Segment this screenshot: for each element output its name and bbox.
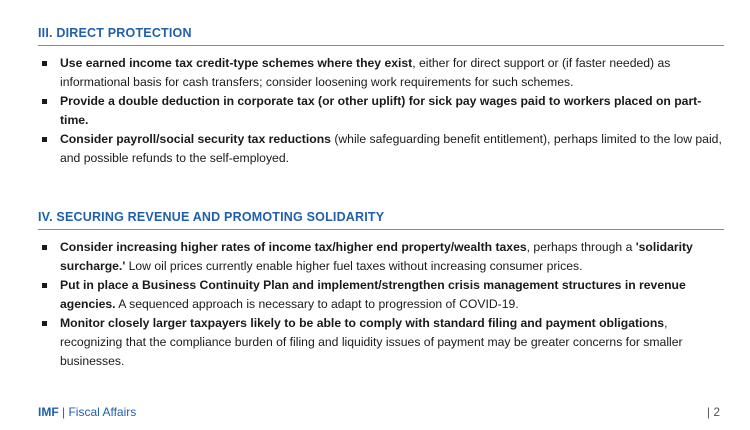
section-title: III. DIRECT PROTECTION — [38, 26, 724, 46]
section-direct-protection — [38, 26, 724, 168]
bullet-list — [38, 238, 724, 371]
imf-logo-text: IMF — [38, 405, 59, 419]
section-title: IV. SECURING REVENUE AND PROMOTING SOLIDARITY — [38, 210, 724, 230]
bullet-list — [38, 54, 724, 168]
footer-separator: | — [58, 405, 69, 419]
list-item: Use earned income tax credit-type schemes where they exist, either for direct support or (if faster needed) as informational basis for cash transfers; consider loosening work requirements for such schemes. — [38, 54, 724, 92]
list-item: Consider increasing higher rates of income tax/higher end property/wealth taxes, perhaps through a 'solidarity surcharge.' Low oil prices currently enable higher fuel taxes without increasing consumer prices. — [38, 238, 724, 276]
footer-brand — [38, 405, 136, 419]
department-name: Fiscal Affairs — [68, 405, 137, 419]
list-item: Monitor closely larger taxpayers likely to be able to comply with standard filing and payment obligations, recognizing that the compliance burden of filing and liquidity issues of payment may be greater concerns for smaller businesses. — [38, 314, 724, 371]
list-item: Provide a double deduction in corporate tax (or other uplift) for sick pay wages paid to workers placed on part-time. — [38, 92, 724, 130]
list-item: Put in place a Business Continuity Plan and implement/strengthen crisis management structures in revenue agencies. A sequenced approach is necessary to adapt to progression of COVID-19. — [38, 276, 724, 314]
section-securing-revenue — [38, 210, 724, 371]
list-item: Consider payroll/social security tax reductions (while safeguarding benefit entitlement), perhaps limited to the low paid, and possible refunds to the self-employed. — [38, 130, 724, 168]
page-number: | 2 — [706, 405, 720, 419]
